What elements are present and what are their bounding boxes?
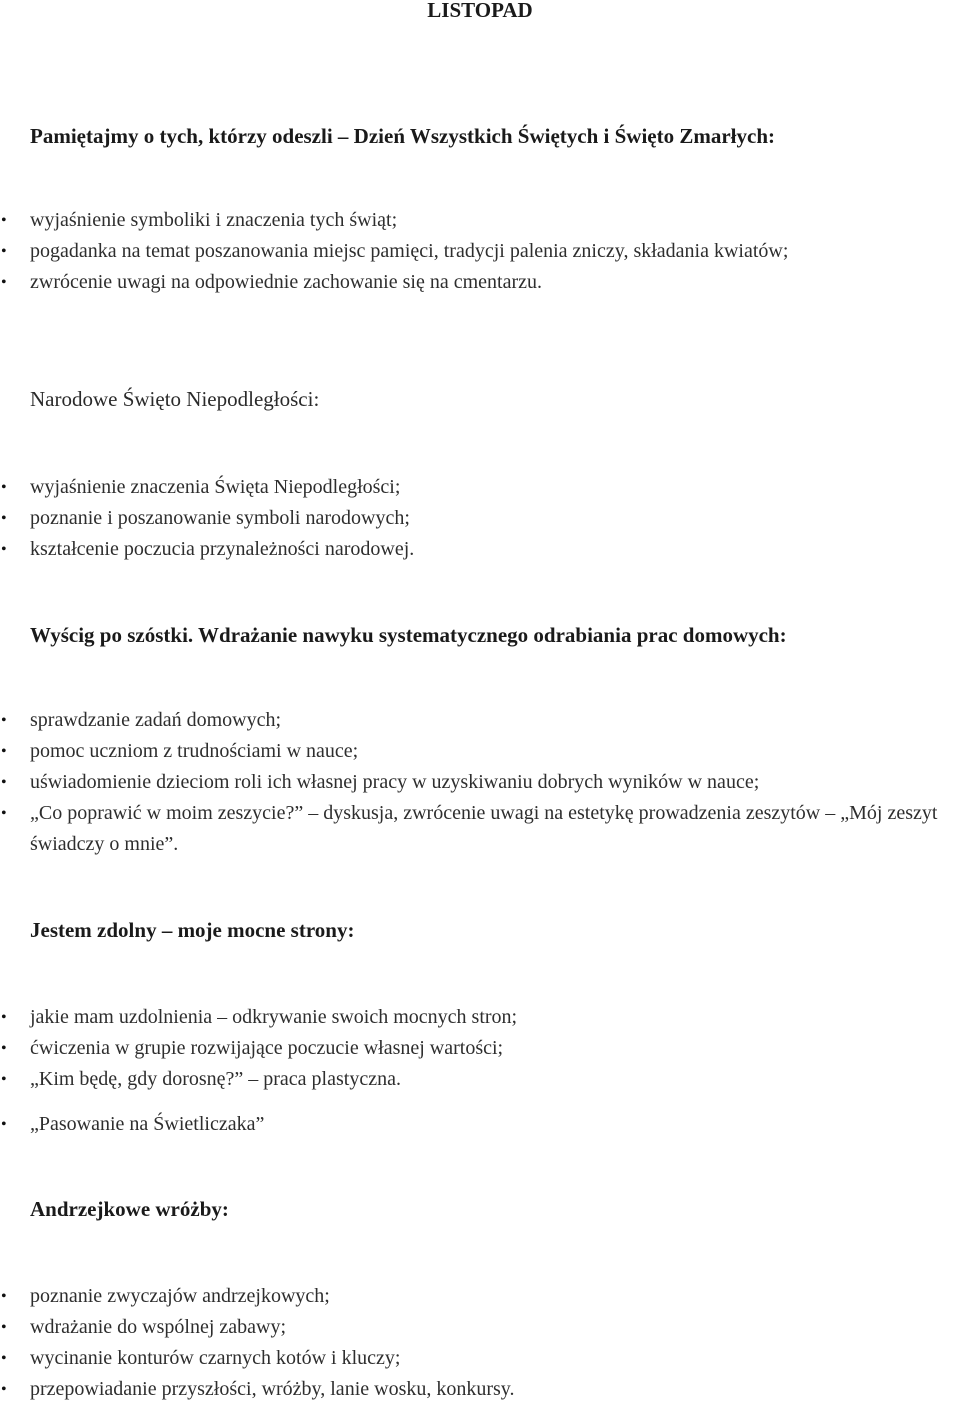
bullet-icon: •	[1, 479, 7, 496]
section-heading-andrzejki: Andrzejkowe wróżby:	[30, 1197, 229, 1221]
bullet-icon: •	[1, 1040, 7, 1057]
list-item: • „Pasowanie na Świetliczaka”	[0, 1109, 960, 1140]
section-heading-independence: Narodowe Święto Niepodległości:	[30, 387, 320, 411]
heading-lead: Wyścig po szóstki.	[30, 623, 194, 647]
list-talents	[0, 1002, 960, 1095]
list-item: • poznanie zwyczajów andrzejkowych;	[0, 1281, 960, 1312]
list-andrzejki	[0, 1281, 960, 1405]
bullet-icon: •	[1, 541, 7, 558]
list-item: • jakie mam uzdolnienia – odkrywanie swoich mocnych stron;	[0, 1002, 960, 1033]
section-heading-talents: Jestem zdolny – moje mocne strony:	[30, 918, 355, 942]
bullet-icon: •	[1, 1350, 7, 1367]
list-independence	[0, 472, 960, 565]
bullet-icon: •	[1, 1116, 7, 1133]
bullet-icon: •	[1, 1071, 7, 1088]
list-item: • poznanie i poszanowanie symboli narodowych;	[0, 503, 960, 534]
list-item: • „Co poprawić w moim zeszycie?” – dyskusja, zwrócenie uwagi na estetykę prowadzenia zeszytów – „Mój zeszyt świadczy o mnie”.	[0, 798, 960, 860]
list-knighting	[0, 1109, 960, 1140]
bullet-icon: •	[1, 805, 7, 822]
bullet-icon: •	[1, 274, 7, 291]
list-item: • uświadomienie dzieciom roli ich własnej pracy w uzyskiwaniu dobrych wyników w nauce;	[0, 767, 960, 798]
bullet-icon: •	[1, 774, 7, 791]
list-item: • pomoc uczniom z trudnościami w nauce;	[0, 736, 960, 767]
list-item: • sprawdzanie zadań domowych;	[0, 705, 960, 736]
list-item: • wyjaśnienie znaczenia Święta Niepodległości;	[0, 472, 960, 503]
bullet-icon: •	[1, 1288, 7, 1305]
section-heading-homework	[30, 621, 787, 649]
bullet-icon: •	[1, 1319, 7, 1336]
list-item: • kształcenie poczucia przynależności narodowej.	[0, 534, 960, 565]
list-all-saints	[0, 205, 960, 298]
list-item: • zwrócenie uwagi na odpowiednie zachowanie się na cmentarzu.	[0, 267, 960, 298]
heading-rest: Wdrażanie nawyku systematycznego odrabiania prac domowych:	[193, 623, 787, 647]
bullet-icon: •	[1, 743, 7, 760]
list-item: • „Kim będę, gdy dorosnę?” – praca plastyczna.	[0, 1064, 960, 1095]
list-item: • wyjaśnienie symboliki i znaczenia tych świąt;	[0, 205, 960, 236]
page-title: LISTOPAD	[427, 0, 533, 22]
list-item: • ćwiczenia w grupie rozwijające poczucie własnej wartości;	[0, 1033, 960, 1064]
bullet-icon: •	[1, 1381, 7, 1398]
list-item: • przepowiadanie przyszłości, wróżby, lanie wosku, konkursy.	[0, 1374, 960, 1405]
bullet-icon: •	[1, 1009, 7, 1026]
bullet-icon: •	[1, 212, 7, 229]
list-item: • pogadanka na temat poszanowania miejsc pamięci, tradycji palenia zniczy, składania kwiatów;	[0, 236, 960, 267]
list-homework	[0, 705, 960, 860]
section-heading-all-saints: Pamiętajmy o tych, którzy odeszli – Dzień Wszystkich Świętych i Święto Zmarłych:	[30, 124, 776, 148]
bullet-icon: •	[1, 712, 7, 729]
bullet-icon: •	[1, 243, 7, 260]
list-item: • wdrażanie do wspólnej zabawy;	[0, 1312, 960, 1343]
bullet-icon: •	[1, 510, 7, 527]
list-item: • wycinanie konturów czarnych kotów i kluczy;	[0, 1343, 960, 1374]
